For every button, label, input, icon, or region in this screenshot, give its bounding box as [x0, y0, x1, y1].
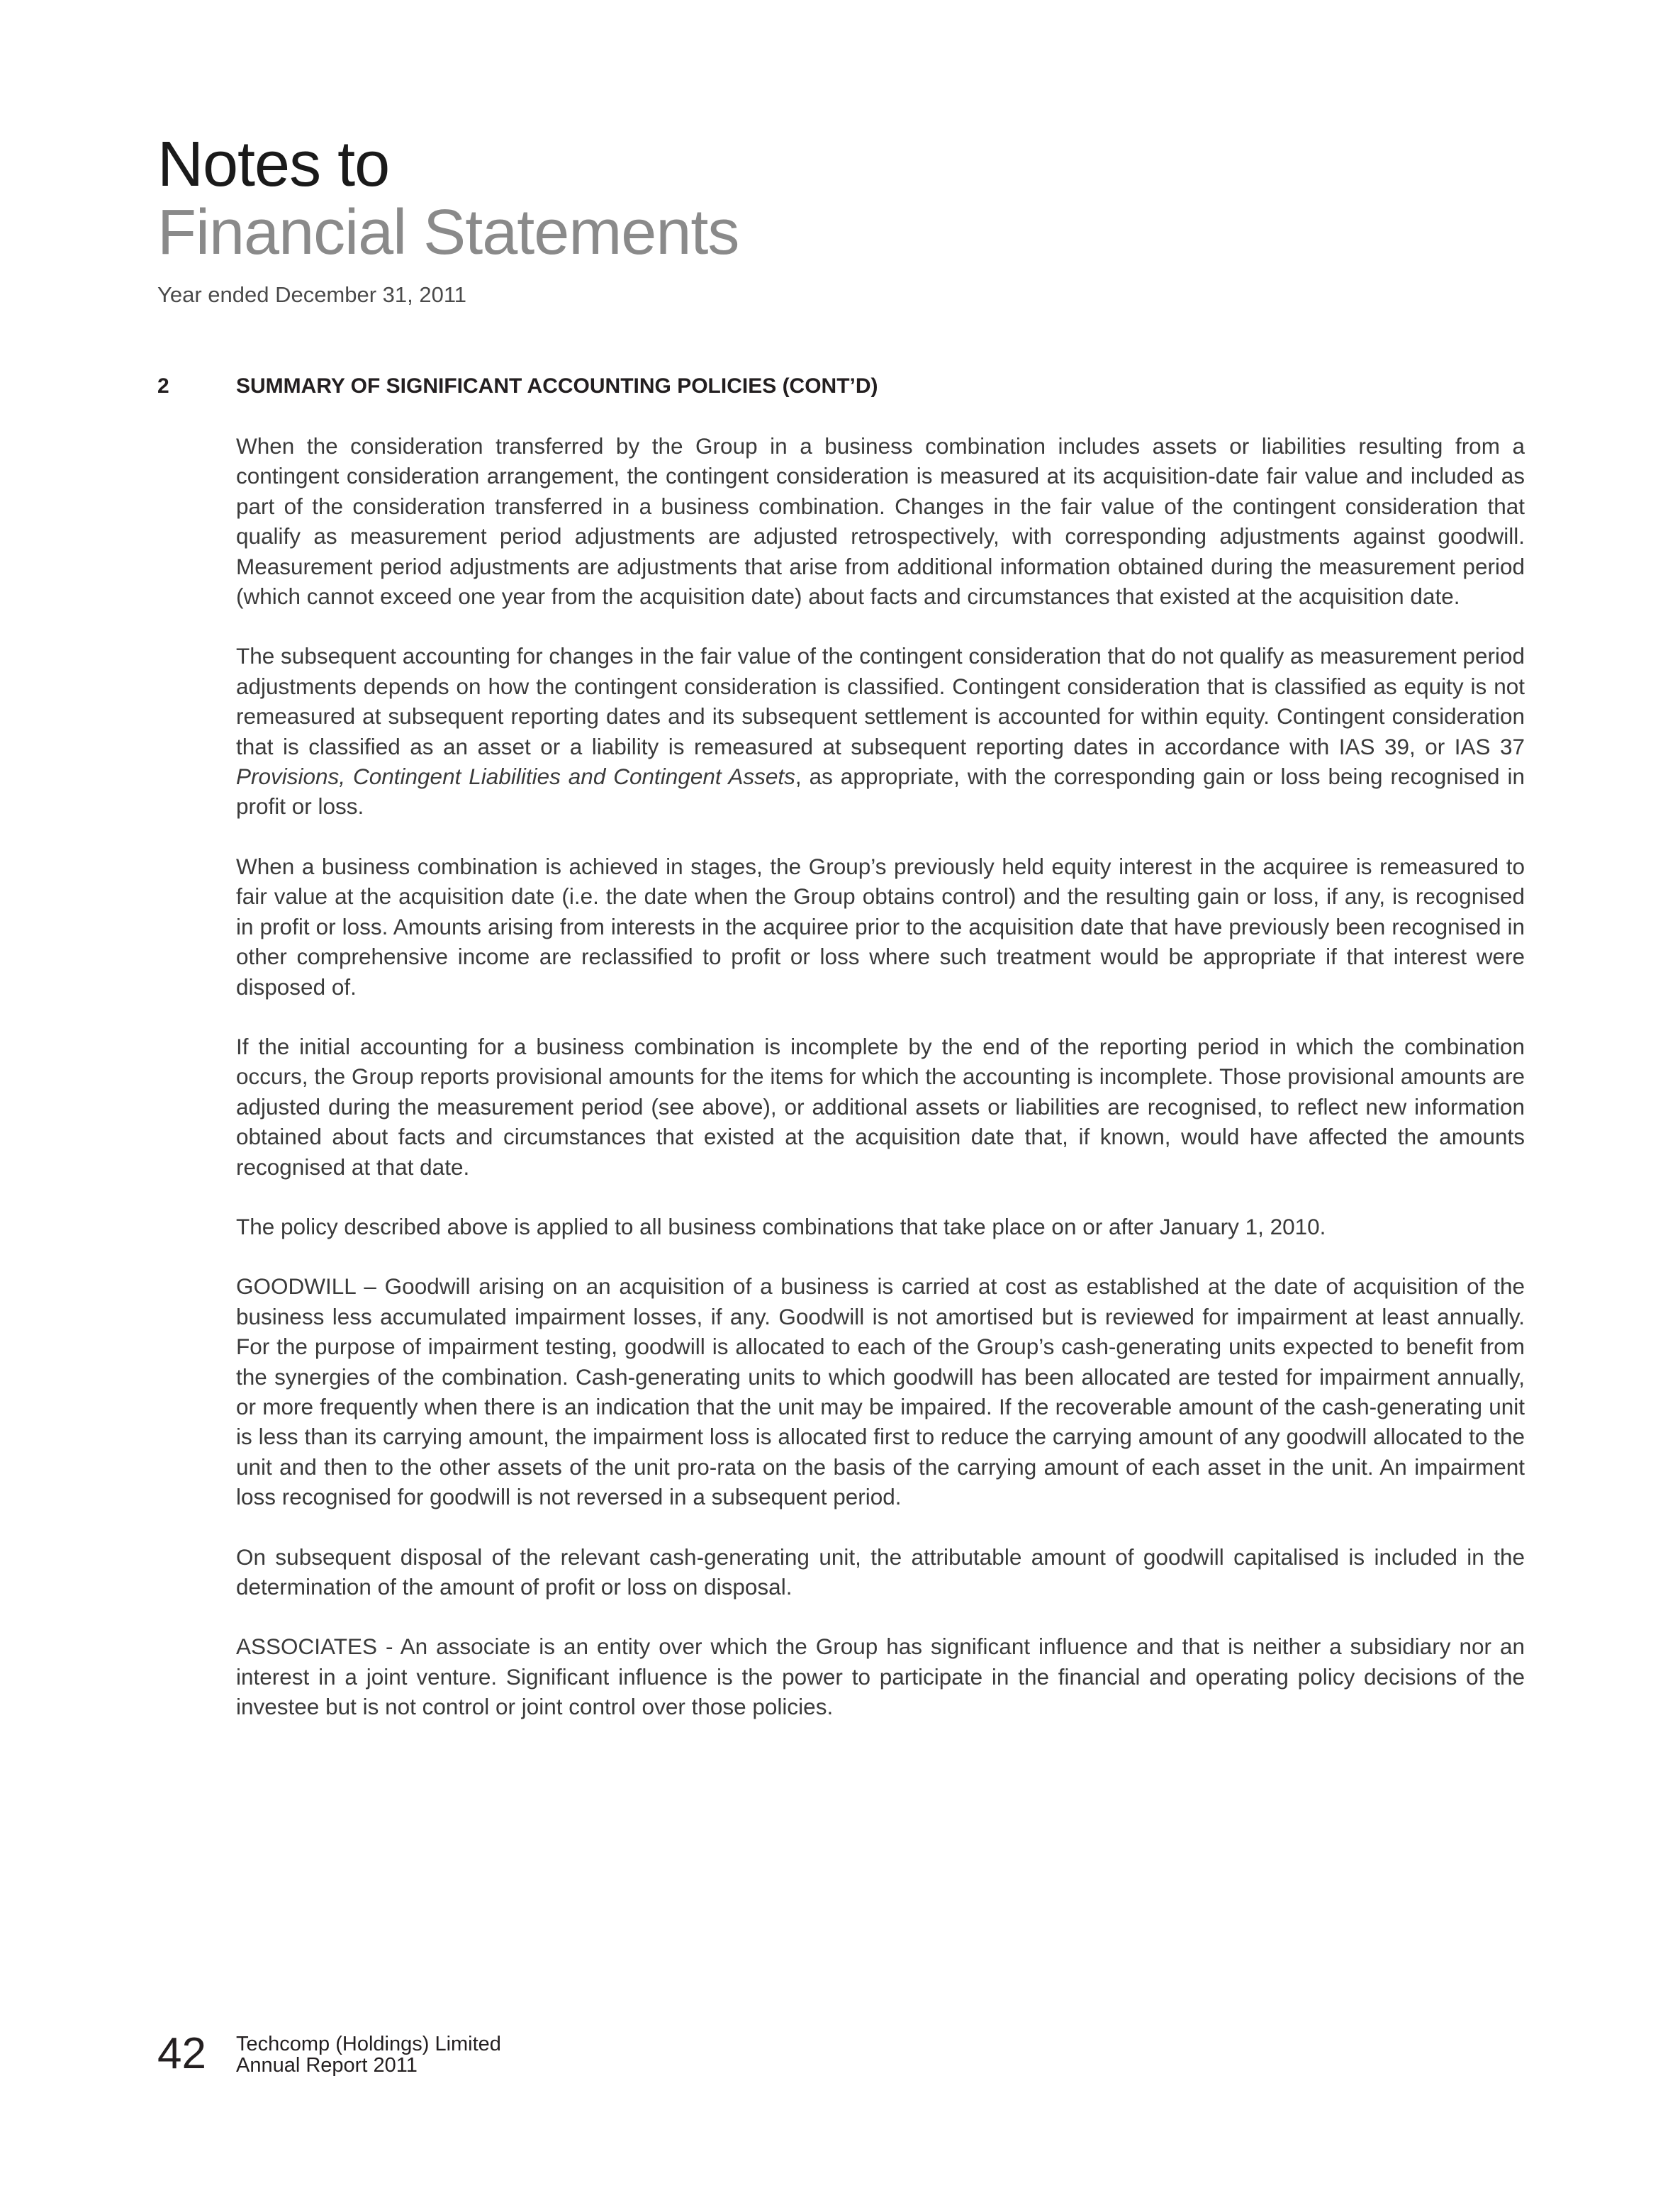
paragraph-text: The subsequent accounting for changes in the fair value of the contingent consideration that do not qualify as measurement period adjustments depends on how the contingent consideration is classified. Contingent consideration that is classified as equity is not remeasured at subsequent reporting dates and its subsequent settlement is accounted for within equity. Contingent consideration that is classified as an asset or a liability is remeasured at subsequent reporting dates in accordance with IAS 39, or IAS 37 — [236, 643, 1525, 759]
footer-company-name: Techcomp (Holdings) Limited — [236, 2033, 501, 2055]
body-text — [236, 431, 1525, 1752]
paragraph-business-combination-stages: When a business combination is achieved in stages, the Group’s previously held equity interest in the acquiree is remeasured to fair value at the acquisition date (i.e. the date when the Group obtains control) and the resulting gain or loss, if any, is recognised in profit or loss. Amounts arising from interests in the acquiree prior to the acquisition date that have previously been recognised in other comprehensive income are reclassified to profit or loss where such treatment would be appropriate if that interest were disposed of. — [236, 853, 1525, 1000]
paragraph-text: , as appropriate, with the corresponding gain or loss being recognised in profit or loss. — [236, 764, 1525, 820]
footer-report-name: Annual Report 2011 — [236, 2054, 418, 2077]
paragraph-associates: ASSOCIATES - An associate is an entity over which the Group has significant influence and that is neither a subsidiary nor an interest in a joint venture. Significant influence is the power to participate in the financial and operating policy decisions of the investee but is not control or joint control over those policies. — [236, 1634, 1525, 1720]
section-number: 2 — [157, 374, 169, 398]
paragraph-goodwill: GOODWILL – Goodwill arising on an acquisition of a business is carried at cost as established at the date of acquisition of the business less accumulated impairment losses, if any. Goodwill is not amortised but is reviewed for impairment at least annually. For the purpose of impairment testing, goodwill is allocated to each of the Group’s cash-generating units expected to benefit from the synergies of the combination. Cash-generating units to which goodwill has been allocated are tested for impairment annually, or more frequently when there is an indication that the unit may be impaired. If the recoverable amount of the cash-generating unit is less than its carrying amount, the impairment loss is allocated first to reduce the carrying amount of any goodwill allocated to the unit and then to the other assets of the unit pro-rata on the basis of the carrying amount of each asset in the unit. An impairment loss recognised for goodwill is not reversed in a subsequent period. — [236, 1273, 1525, 1510]
paragraph-policy-applied: The policy described above is applied to all business combinations that take place on or after January 1, 2010. — [236, 1213, 1326, 1239]
page-number: 42 — [157, 2029, 206, 2078]
standard-title-italic: Provisions, Contingent Liabilities and Contingent Assets — [236, 764, 795, 790]
page-title-line1: Notes to — [157, 129, 390, 200]
paragraph-subsequent-accounting — [236, 641, 1525, 821]
paragraph-initial-accounting: If the initial accounting for a business combination is incomplete by the end of the reporting period in which the combination occurs, the Group reports provisional amounts for the items for which the accounting is incomplete. Those provisional amounts are adjusted during the measurement period (see above), or additional assets or liabilities are recognised, to reflect new information obtained about facts and circumstances that existed at the acquisition date that, if known, would have affected the amounts recognised at that date. — [236, 1033, 1525, 1180]
page-title-line2: Financial Statements — [157, 197, 739, 268]
paragraph-contingent-consideration: When the consideration transferred by the Group in a business combination includes assets or liabilities resulting from a contingent consideration arrangement, the contingent consideration is measured at its acquisition-date fair value and included as part of the consideration transferred in a business combination. Changes in the fair value of the contingent consideration that qualify as measurement period adjustments are adjusted retrospectively, with corresponding adjustments against goodwill. Measurement period adjustments are adjustments that arise from additional information obtained during the measurement period (which cannot exceed one year from the acquisition date) about facts and circumstances that existed at the acquisition date. — [236, 433, 1525, 610]
report-period: Year ended December 31, 2011 — [157, 282, 467, 307]
paragraph-disposal: On subsequent disposal of the relevant cash-generating unit, the attributable amount of goodwill capitalised is included in the determination of the amount of profit or loss on disposal. — [236, 1544, 1525, 1600]
section-title: SUMMARY OF SIGNIFICANT ACCOUNTING POLICIES (CONT’D) — [236, 374, 878, 398]
